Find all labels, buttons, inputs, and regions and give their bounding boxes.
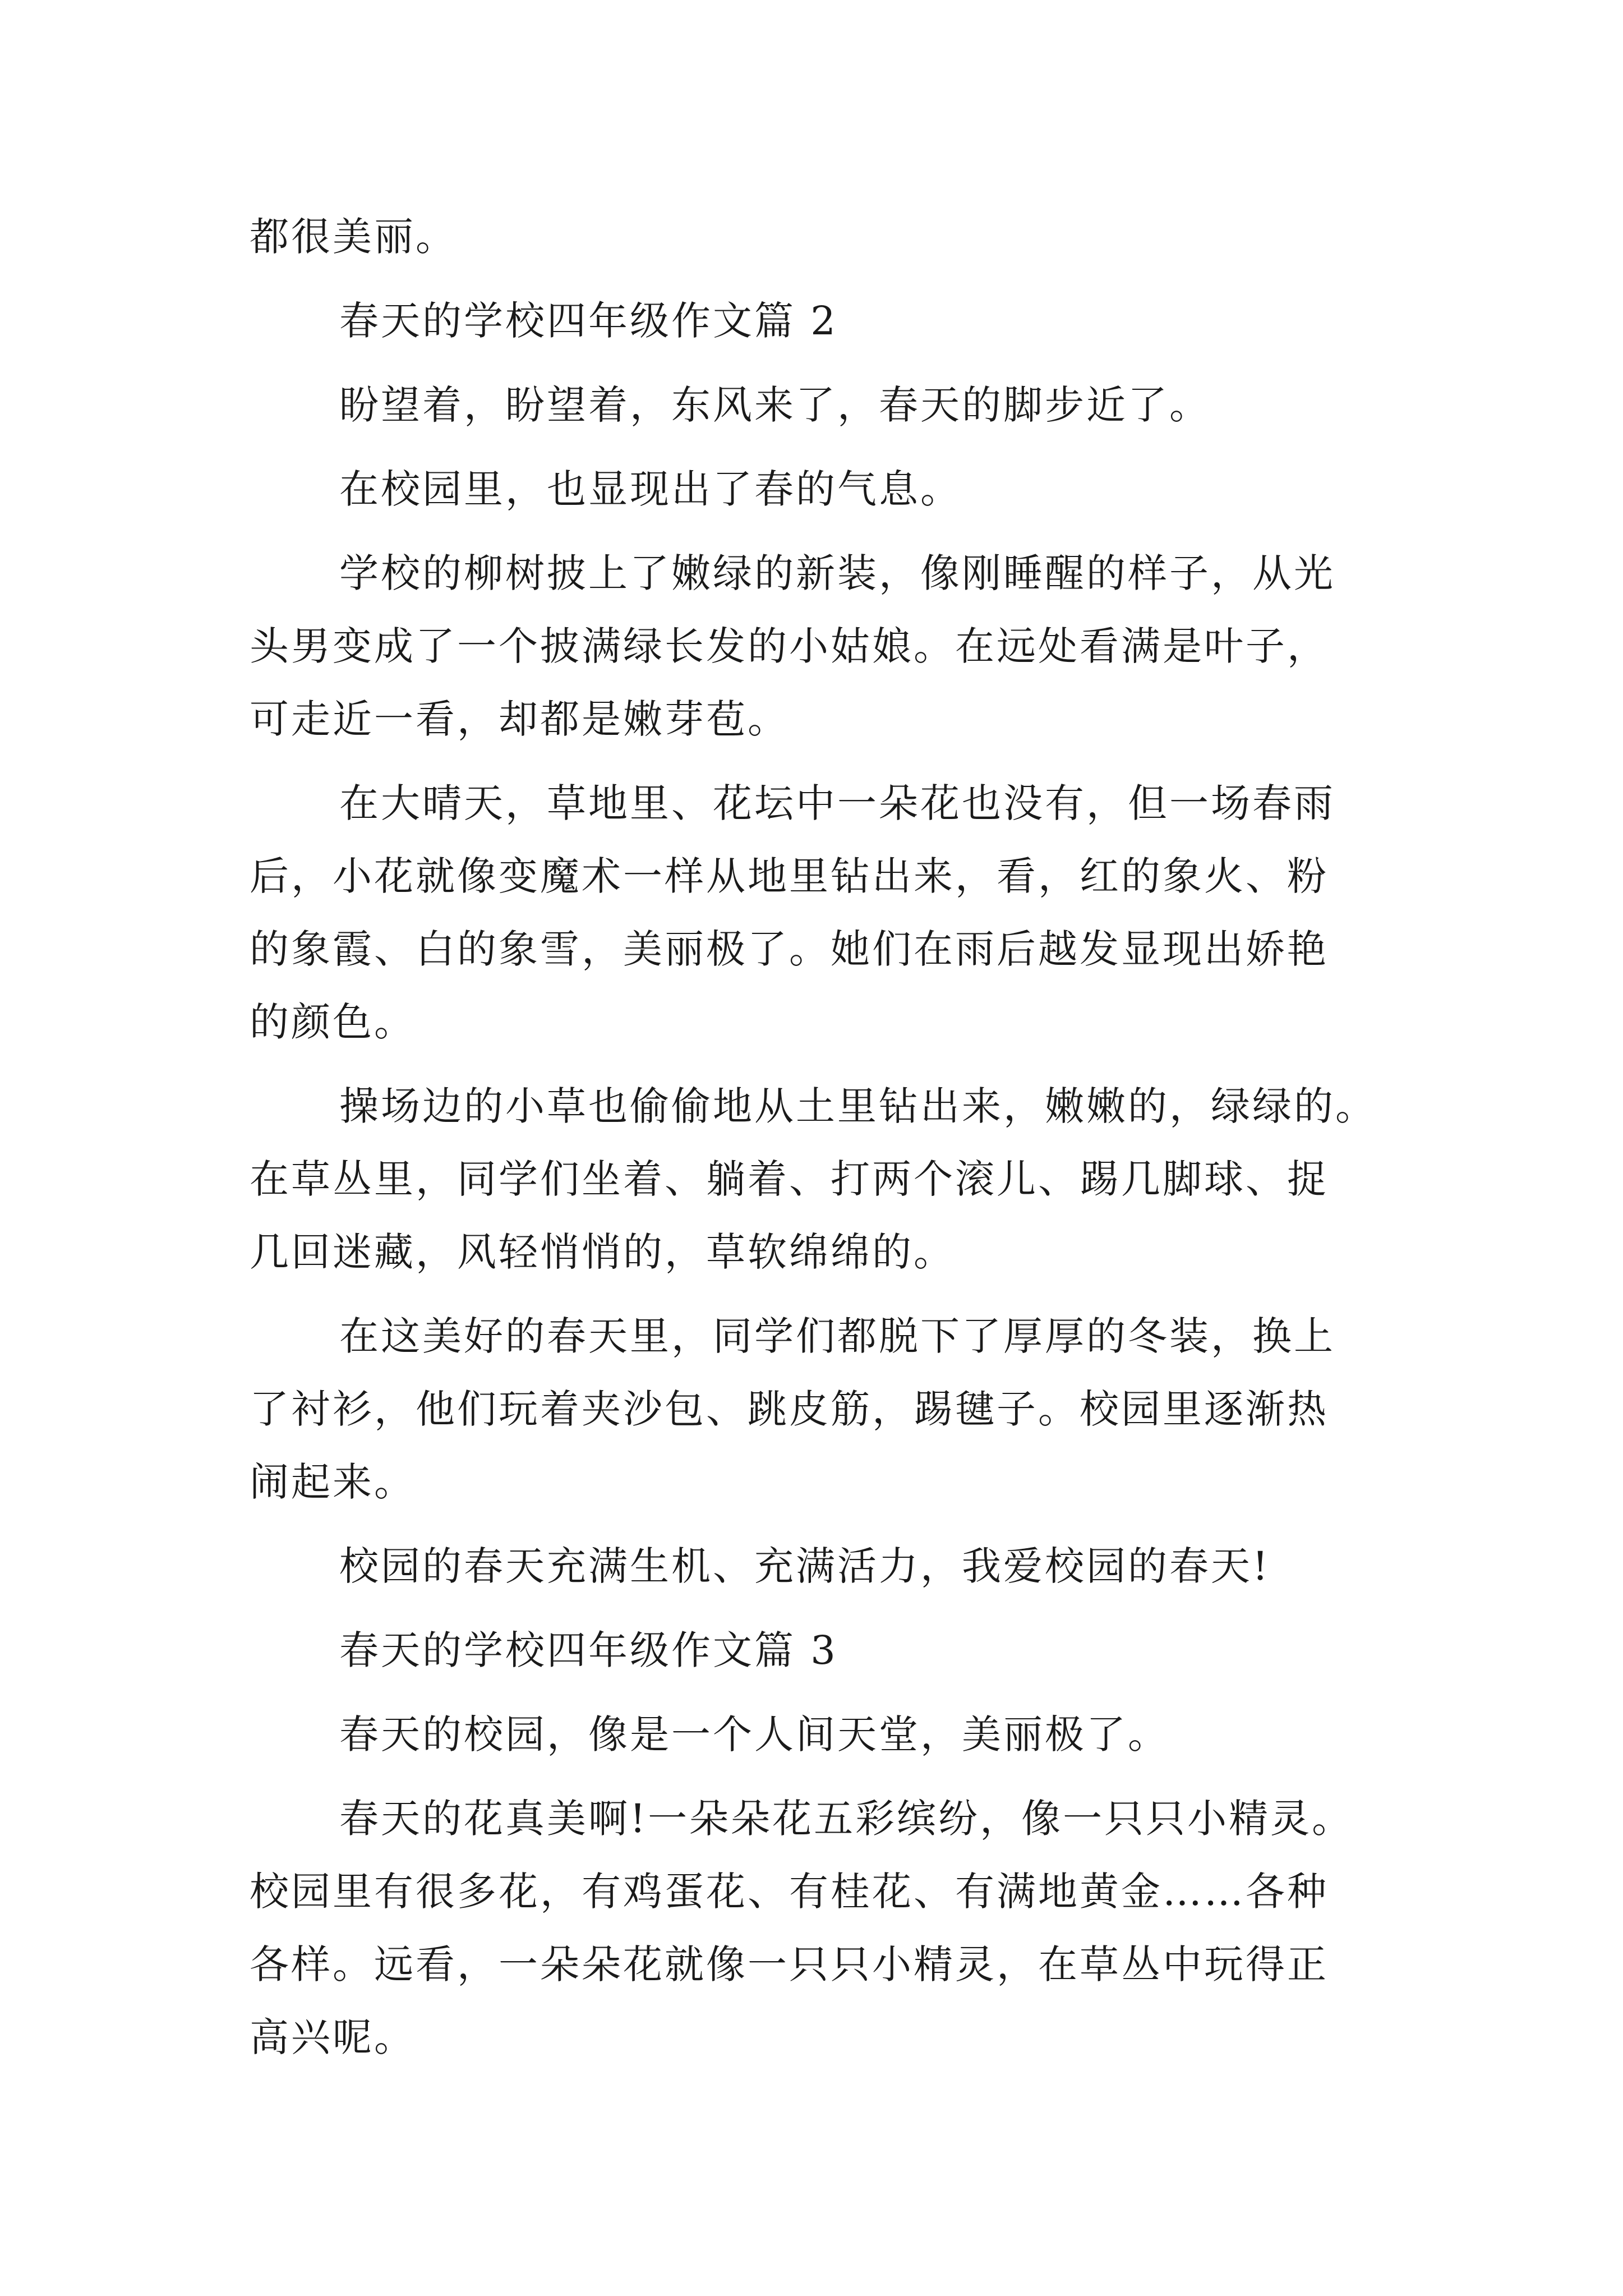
text-line: 操场边的小草也偷偷地从土里钻出来，嫩嫩的，绿绿的。 [339, 1083, 1377, 1129]
text-line: 校园里有很多花，有鸡蛋花、有桂花、有满地黄金……各种 [250, 1869, 1329, 1915]
text-line: 闹起来。 [250, 1459, 416, 1505]
text-line: 在草丛里，同学们坐着、躺着、打两个滚儿、踢几脚球、捉 [250, 1156, 1329, 1202]
text-line: 几回迷藏，风轻悄悄的，草软绵绵的。 [250, 1229, 955, 1275]
text-line: 都很美丽。 [250, 214, 457, 260]
text-line: 在这美好的春天里，同学们都脱下了厚厚的冬装，换上 [339, 1313, 1335, 1359]
text-line: 在校园里，也显现出了春的气息。 [339, 466, 962, 512]
text-line: 后，小花就像变魔术一样从地里钻出来，看，红的象火、粉 [250, 853, 1329, 899]
text-line: 盼望着，盼望着，东风来了，春天的脚步近了。 [339, 382, 1211, 428]
text-line: 了衬衫，他们玩着夹沙包、跳皮筋，踢毽子。校园里逐渐热 [250, 1386, 1329, 1432]
text-line: 高兴呢。 [250, 2014, 416, 2060]
section-heading: 春天的学校四年级作文篇 3 [339, 1627, 838, 1673]
text-line: 各样。远看，一朵朵花就像一只只小精灵，在草丛中玩得正 [250, 1941, 1329, 1987]
text-line: 春天的校园，像是一个人间天堂，美丽极了。 [339, 1711, 1169, 1757]
text-line: 春天的花真美啊!一朵朵花五彩缤纷，像一只只小精灵。 [339, 1796, 1354, 1842]
section-heading: 春天的学校四年级作文篇 2 [339, 298, 838, 344]
text-line: 头男变成了一个披满绿长发的小姑娘。在远处看满是叶子， [250, 623, 1329, 669]
text-line: 的象霞、白的象雪，美丽极了。她们在雨后越发显现出娇艳 [250, 926, 1329, 972]
text-line: 的颜色。 [250, 999, 416, 1045]
text-line: 学校的柳树披上了嫩绿的新装，像刚睡醒的样子，从光 [339, 550, 1335, 596]
text-line: 可走近一看，却都是嫩芽苞。 [250, 696, 789, 742]
text-line: 校园的春天充满生机、充满活力，我爱校园的春天! [339, 1543, 1271, 1589]
text-line: 在大晴天，草地里、花坛中一朵花也没有，但一场春雨 [339, 780, 1335, 826]
